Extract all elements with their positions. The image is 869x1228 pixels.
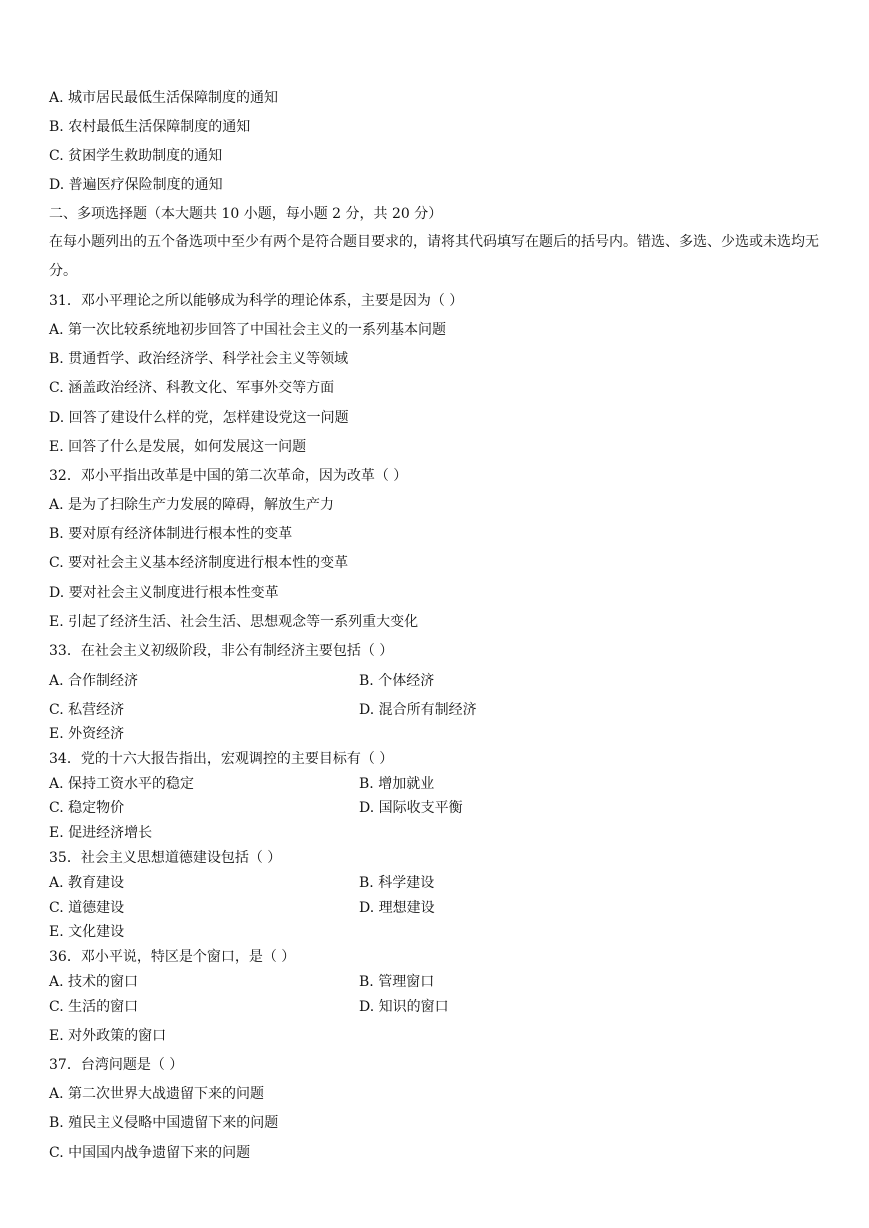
q34-stem: 34．党的十六大报告指出，宏观调控的主要目标有（ ） — [49, 751, 394, 767]
q33-option-d: D. 混合所有制经济 — [359, 702, 477, 718]
q36-stem: 36．邓小平说，特区是个窗口，是（ ） — [49, 949, 296, 965]
q32-option-c: C. 要对社会主义基本经济制度进行根本性的变革 — [49, 555, 349, 571]
q31-option-e: E. 回答了什么是发展，如何发展这一问题 — [49, 439, 307, 455]
q30-option-c: C. 贫困学生救助制度的通知 — [49, 148, 223, 164]
q35-option-e: E. 文化建设 — [49, 924, 125, 940]
section2-title: 二、多项选择题（本大题共 10 小题，每小题 2 分，共 20 分） — [49, 206, 443, 222]
q37-option-c: C. 中国国内战争遗留下来的问题 — [49, 1145, 251, 1161]
q35-option-d: D. 理想建设 — [359, 900, 435, 916]
q34-option-a: A. 保持工资水平的稳定 — [49, 776, 195, 792]
section2-instructions: 在每小题列出的五个备选项中至少有两个是符合题目要求的，请将其代码填写在题后的括号内。错选、多选、少选或未选均无分。 — [49, 234, 819, 279]
q30-option-a: A. 城市居民最低生活保障制度的通知 — [49, 90, 279, 106]
q37-option-b: B. 殖民主义侵略中国遗留下来的问题 — [49, 1115, 279, 1131]
q33-option-c: C. 私营经济 — [49, 702, 125, 718]
q31-option-c: C. 涵盖政治经济、科教文化、军事外交等方面 — [49, 380, 335, 396]
q32-option-e: E. 引起了经济生活、社会生活、思想观念等一系列重大变化 — [49, 614, 419, 630]
q34-option-b: B. 增加就业 — [359, 776, 435, 792]
q35-stem: 35．社会主义思想道德建设包括（ ） — [49, 850, 282, 866]
q34-option-d: D. 国际收支平衡 — [359, 800, 463, 816]
q35-option-b: B. 科学建设 — [359, 875, 435, 891]
q31-option-d: D. 回答了建设什么样的党，怎样建设党这一问题 — [49, 410, 349, 426]
q36-option-e: E. 对外政策的窗口 — [49, 1028, 167, 1044]
q36-option-a: A. 技术的窗口 — [49, 974, 139, 990]
q32-option-d: D. 要对社会主义制度进行根本性变革 — [49, 585, 279, 601]
q30-option-b: B. 农村最低生活保障制度的通知 — [49, 119, 251, 135]
q33-option-e: E. 外资经济 — [49, 726, 125, 742]
q35-option-a: A. 教育建设 — [49, 875, 125, 891]
q32-option-a: A. 是为了扫除生产力发展的障碍，解放生产力 — [49, 497, 335, 513]
q33-option-b: B. 个体经济 — [359, 673, 435, 689]
q33-stem: 33．在社会主义初级阶段，非公有制经济主要包括（ ） — [49, 643, 394, 659]
q32-option-b: B. 要对原有经济体制进行根本性的变革 — [49, 526, 293, 542]
q31-option-b: B. 贯通哲学、政治经济学、科学社会主义等领域 — [49, 351, 349, 367]
q36-option-c: C. 生活的窗口 — [49, 999, 139, 1015]
q35-option-c: C. 道德建设 — [49, 900, 125, 916]
q30-option-d: D. 普遍医疗保险制度的通知 — [49, 177, 223, 193]
q31-option-a: A. 第一次比较系统地初步回答了中国社会主义的一系列基本问题 — [49, 322, 447, 338]
q36-option-b: B. 管理窗口 — [359, 974, 435, 990]
q31-stem: 31．邓小平理论之所以能够成为科学的理论体系，主要是因为（ ） — [49, 293, 464, 309]
q34-option-c: C. 稳定物价 — [49, 800, 125, 816]
q32-stem: 32．邓小平指出改革是中国的第二次革命，因为改革（ ） — [49, 468, 408, 484]
q33-option-a: A. 合作制经济 — [49, 673, 139, 689]
q34-option-e: E. 促进经济增长 — [49, 825, 153, 841]
q37-option-a: A. 第二次世界大战遗留下来的问题 — [49, 1086, 265, 1102]
q37-stem: 37．台湾问题是（ ） — [49, 1057, 184, 1073]
q36-option-d: D. 知识的窗口 — [359, 999, 449, 1015]
